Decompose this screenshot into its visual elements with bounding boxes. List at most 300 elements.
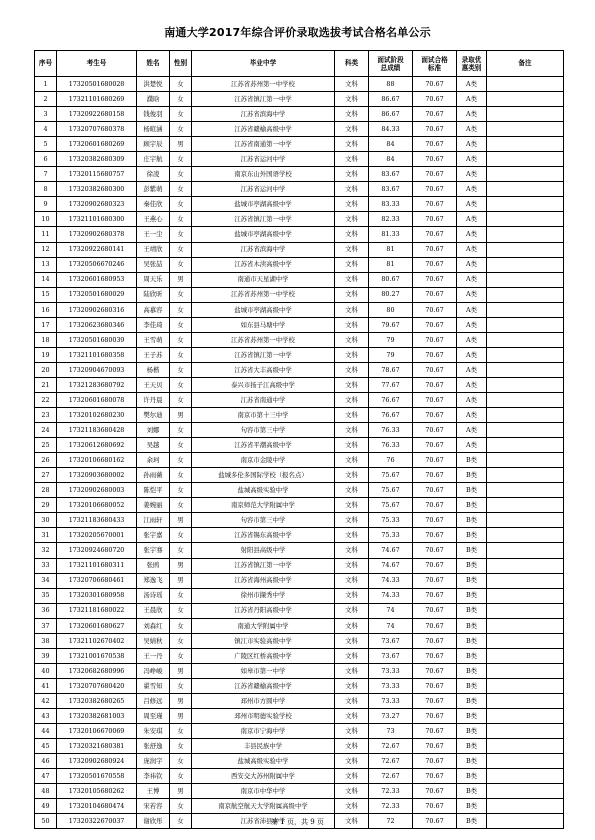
exam-id-cell: 17320623680346 xyxy=(57,317,137,332)
table-row xyxy=(35,92,564,107)
table-row xyxy=(35,618,564,633)
exam-id-cell: 17320904670093 xyxy=(57,362,137,377)
row-number: 17 xyxy=(35,317,57,332)
score-cell: 76.33 xyxy=(369,438,413,453)
score-cell: 72.33 xyxy=(369,784,413,799)
gender-cell: 女 xyxy=(170,77,192,92)
track-cell: 文科 xyxy=(335,257,369,272)
school-cell: 江苏省运河中学 xyxy=(192,182,335,197)
exam-id-cell: 17320301680958 xyxy=(57,588,137,603)
table-row xyxy=(35,769,564,784)
pass-standard-cell: 70.67 xyxy=(413,77,457,92)
track-cell: 文科 xyxy=(335,603,369,618)
table-row xyxy=(35,107,564,122)
row-number: 50 xyxy=(35,814,57,829)
row-number: 16 xyxy=(35,302,57,317)
admission-type-cell: B类 xyxy=(457,618,487,633)
track-cell: 文科 xyxy=(335,784,369,799)
admission-type-cell: A类 xyxy=(457,332,487,347)
pass-standard-cell: 70.67 xyxy=(413,347,457,362)
track-cell: 文科 xyxy=(335,678,369,693)
table-row xyxy=(35,588,564,603)
admission-type-cell: A类 xyxy=(457,77,487,92)
score-cell: 79 xyxy=(369,347,413,362)
school-cell: 江苏省苏州第一中学校 xyxy=(192,287,335,302)
admission-type-cell: A类 xyxy=(457,392,487,407)
name-cell: 王靖欣 xyxy=(137,242,170,257)
track-cell: 文科 xyxy=(335,92,369,107)
pass-standard-cell: 70.67 xyxy=(413,423,457,438)
name-cell: 杨楷 xyxy=(137,362,170,377)
score-cell: 84 xyxy=(369,137,413,152)
score-cell: 79 xyxy=(369,332,413,347)
header-pass-standard xyxy=(413,51,457,77)
row-number: 5 xyxy=(35,137,57,152)
track-cell: 文科 xyxy=(335,438,369,453)
admission-type-cell: B类 xyxy=(457,784,487,799)
exam-id-cell: 17321101680269 xyxy=(57,92,137,107)
pass-standard-cell: 70.67 xyxy=(413,227,457,242)
school-cell: 盐城市亭湖高级中学 xyxy=(192,302,335,317)
track-cell: 文科 xyxy=(335,648,369,663)
track-cell: 文科 xyxy=(335,618,369,633)
remark-cell xyxy=(487,152,564,167)
track-cell: 文科 xyxy=(335,317,369,332)
gender-cell: 女 xyxy=(170,814,192,829)
track-cell: 文科 xyxy=(335,242,369,257)
gender-cell: 女 xyxy=(170,332,192,347)
header-pass-line2: 标准 xyxy=(427,63,442,72)
row-number: 19 xyxy=(35,347,57,362)
score-cell: 80.67 xyxy=(369,272,413,287)
track-cell: 文科 xyxy=(335,663,369,678)
table-row xyxy=(35,573,564,588)
admission-type-cell: B类 xyxy=(457,693,487,708)
gender-cell: 男 xyxy=(170,513,192,528)
remark-cell xyxy=(487,648,564,663)
score-cell: 72.67 xyxy=(369,769,413,784)
score-cell: 80 xyxy=(369,302,413,317)
score-cell: 72.33 xyxy=(369,799,413,814)
pass-standard-cell: 70.67 xyxy=(413,332,457,347)
admission-type-cell: B类 xyxy=(457,483,487,498)
header-school: 毕业中学 xyxy=(192,51,335,77)
score-cell: 81 xyxy=(369,257,413,272)
admission-type-cell: B类 xyxy=(457,513,487,528)
remark-cell xyxy=(487,558,564,573)
track-cell: 文科 xyxy=(335,468,369,483)
exam-id-cell: 17320922680141 xyxy=(57,242,137,257)
school-cell: 江苏省大丰高级中学 xyxy=(192,362,335,377)
remark-cell xyxy=(487,663,564,678)
table-row xyxy=(35,423,564,438)
exam-id-cell: 17320382680309 xyxy=(57,152,137,167)
score-cell: 75.67 xyxy=(369,468,413,483)
admission-type-cell: A类 xyxy=(457,197,487,212)
row-number: 11 xyxy=(35,227,57,242)
exam-id-cell: 17320902680378 xyxy=(57,227,137,242)
name-cell: 高慕容 xyxy=(137,302,170,317)
row-number: 18 xyxy=(35,332,57,347)
exam-id-cell: 17320707680420 xyxy=(57,678,137,693)
pass-standard-cell: 70.67 xyxy=(413,107,457,122)
school-cell: 邳州市方圆中学 xyxy=(192,693,335,708)
remark-cell xyxy=(487,212,564,227)
track-cell: 文科 xyxy=(335,332,369,347)
gender-cell: 女 xyxy=(170,468,192,483)
school-cell: 如皋市第一中学 xyxy=(192,663,335,678)
track-cell: 文科 xyxy=(335,287,369,302)
school-cell: 江苏省丹阳高级中学 xyxy=(192,603,335,618)
table-row xyxy=(35,122,564,137)
remark-cell xyxy=(487,302,564,317)
pass-standard-cell: 70.67 xyxy=(413,618,457,633)
row-number: 34 xyxy=(35,573,57,588)
gender-cell: 女 xyxy=(170,317,192,332)
exam-id-cell: 17321101680358 xyxy=(57,347,137,362)
score-cell: 72 xyxy=(369,814,413,829)
row-number: 33 xyxy=(35,558,57,573)
score-cell: 81.33 xyxy=(369,227,413,242)
gender-cell: 女 xyxy=(170,603,192,618)
name-cell: 陈恺平 xyxy=(137,483,170,498)
name-cell: 许丹晨 xyxy=(137,392,170,407)
admission-type-cell: B类 xyxy=(457,558,487,573)
row-number: 32 xyxy=(35,543,57,558)
pass-standard-cell: 70.67 xyxy=(413,453,457,468)
admission-type-cell: B类 xyxy=(457,814,487,829)
exam-id-cell: 17320205670001 xyxy=(57,528,137,543)
school-cell: 南通市天星湖中学 xyxy=(192,272,335,287)
pass-standard-cell: 70.67 xyxy=(413,528,457,543)
school-cell: 盐城多伦多国际学校（报名点） xyxy=(192,468,335,483)
name-cell: 谢欣彤 xyxy=(137,814,170,829)
row-number: 38 xyxy=(35,633,57,648)
admission-type-cell: B类 xyxy=(457,724,487,739)
pass-standard-cell: 70.67 xyxy=(413,498,457,513)
remark-cell xyxy=(487,754,564,769)
school-cell: 南京市金陵中学 xyxy=(192,453,335,468)
row-number: 39 xyxy=(35,648,57,663)
gender-cell: 男 xyxy=(170,663,192,678)
table-row xyxy=(35,182,564,197)
gender-cell: 女 xyxy=(170,498,192,513)
exam-id-cell: 17320922680158 xyxy=(57,107,137,122)
exam-id-cell: 17321101680300 xyxy=(57,212,137,227)
gender-cell: 女 xyxy=(170,197,192,212)
admission-type-cell: B类 xyxy=(457,543,487,558)
name-cell: 郑逸飞 xyxy=(137,573,170,588)
pass-standard-cell: 70.67 xyxy=(413,362,457,377)
pass-standard-cell: 70.67 xyxy=(413,408,457,423)
score-cell: 77.67 xyxy=(369,377,413,392)
table-row xyxy=(35,332,564,347)
pass-standard-cell: 70.67 xyxy=(413,678,457,693)
school-cell: 南京市宁海中学 xyxy=(192,724,335,739)
exam-id-cell: 17321001670538 xyxy=(57,648,137,663)
admission-type-cell: B类 xyxy=(457,573,487,588)
school-cell: 南京航空航天大学附属高级中学 xyxy=(192,799,335,814)
name-cell: 王燕心 xyxy=(137,212,170,227)
name-cell: 王博 xyxy=(137,784,170,799)
score-cell: 73.33 xyxy=(369,678,413,693)
row-number: 9 xyxy=(35,197,57,212)
track-cell: 文科 xyxy=(335,739,369,754)
gender-cell: 女 xyxy=(170,483,192,498)
track-cell: 文科 xyxy=(335,693,369,708)
gender-cell: 女 xyxy=(170,543,192,558)
admission-type-cell: A类 xyxy=(457,152,487,167)
pass-standard-cell: 70.67 xyxy=(413,633,457,648)
admission-type-cell: A类 xyxy=(457,107,487,122)
track-cell: 文科 xyxy=(335,408,369,423)
row-number: 42 xyxy=(35,693,57,708)
track-cell: 文科 xyxy=(335,633,369,648)
gender-cell: 女 xyxy=(170,227,192,242)
name-cell: 彭紫萌 xyxy=(137,182,170,197)
admission-type-cell: B类 xyxy=(457,648,487,663)
school-cell: 南京市第十三中学 xyxy=(192,408,335,423)
remark-cell xyxy=(487,347,564,362)
score-cell: 74 xyxy=(369,603,413,618)
table-row xyxy=(35,799,564,814)
school-cell: 江苏省苏州第一中学校 xyxy=(192,332,335,347)
name-cell: 王子苏 xyxy=(137,347,170,362)
table-row xyxy=(35,362,564,377)
remark-cell xyxy=(487,317,564,332)
score-cell: 81 xyxy=(369,242,413,257)
remark-cell xyxy=(487,573,564,588)
name-cell: 濮晗 xyxy=(137,92,170,107)
remark-cell xyxy=(487,377,564,392)
exam-id-cell: 17320902680323 xyxy=(57,197,137,212)
row-number: 35 xyxy=(35,588,57,603)
school-cell: 句容市第三中学 xyxy=(192,423,335,438)
exam-id-cell: 17321181680022 xyxy=(57,603,137,618)
name-cell: 陆欣昕 xyxy=(137,287,170,302)
pass-standard-cell: 70.67 xyxy=(413,558,457,573)
school-cell: 江苏省木渎高级中学 xyxy=(192,257,335,272)
remark-cell xyxy=(487,633,564,648)
score-cell: 75.67 xyxy=(369,483,413,498)
track-cell: 文科 xyxy=(335,152,369,167)
score-cell: 83.67 xyxy=(369,182,413,197)
name-cell: 刘森红 xyxy=(137,618,170,633)
table-row xyxy=(35,438,564,453)
track-cell: 文科 xyxy=(335,799,369,814)
remark-cell xyxy=(487,272,564,287)
admission-type-cell: A类 xyxy=(457,272,487,287)
school-cell: 江苏省平潮高级中学 xyxy=(192,438,335,453)
remark-cell xyxy=(487,468,564,483)
score-cell: 74 xyxy=(369,618,413,633)
gender-cell: 男 xyxy=(170,693,192,708)
track-cell: 文科 xyxy=(335,122,369,137)
table-row xyxy=(35,678,564,693)
exam-id-cell: 17320106670069 xyxy=(57,724,137,739)
school-cell: 江苏省赣榆高级中学 xyxy=(192,122,335,137)
exam-id-cell: 17320322670037 xyxy=(57,814,137,829)
gender-cell: 男 xyxy=(170,708,192,723)
gender-cell: 女 xyxy=(170,438,192,453)
school-cell: 江苏省运河中学 xyxy=(192,152,335,167)
pass-standard-cell: 70.67 xyxy=(413,543,457,558)
row-number: 3 xyxy=(35,107,57,122)
pass-standard-cell: 70.67 xyxy=(413,197,457,212)
name-cell: 张宇嘉 xyxy=(137,528,170,543)
score-cell: 78.67 xyxy=(369,362,413,377)
table-row xyxy=(35,558,564,573)
gender-cell: 女 xyxy=(170,724,192,739)
pass-standard-cell: 70.67 xyxy=(413,167,457,182)
score-cell: 75.33 xyxy=(369,513,413,528)
table-row xyxy=(35,197,564,212)
name-cell: 徐凌 xyxy=(137,167,170,182)
track-cell: 文科 xyxy=(335,453,369,468)
gender-cell: 男 xyxy=(170,272,192,287)
track-cell: 文科 xyxy=(335,392,369,407)
track-cell: 文科 xyxy=(335,769,369,784)
name-cell: 吴婧秋 xyxy=(137,633,170,648)
table-row xyxy=(35,302,564,317)
remark-cell xyxy=(487,618,564,633)
gender-cell: 女 xyxy=(170,423,192,438)
row-number: 30 xyxy=(35,513,57,528)
name-cell: 周天乐 xyxy=(137,272,170,287)
table-row xyxy=(35,152,564,167)
school-cell: 江苏省锡东高级中学 xyxy=(192,528,335,543)
track-cell: 文科 xyxy=(335,423,369,438)
admission-type-cell: B类 xyxy=(457,754,487,769)
name-cell: 王一尘 xyxy=(137,227,170,242)
table-row xyxy=(35,468,564,483)
table-row xyxy=(35,257,564,272)
remark-cell xyxy=(487,498,564,513)
score-cell: 82.33 xyxy=(369,212,413,227)
table-row xyxy=(35,724,564,739)
table-row xyxy=(35,287,564,302)
track-cell: 文科 xyxy=(335,754,369,769)
remark-cell xyxy=(487,769,564,784)
name-cell: 刘娜 xyxy=(137,423,170,438)
header-admission-type xyxy=(457,51,487,77)
exam-id-cell: 17320115680757 xyxy=(57,167,137,182)
track-cell: 文科 xyxy=(335,558,369,573)
school-cell: 句容市第三中学 xyxy=(192,513,335,528)
remark-cell xyxy=(487,408,564,423)
page-footer: 第 1 页，共 9 页 xyxy=(271,818,324,826)
gender-cell: 女 xyxy=(170,588,192,603)
track-cell: 文科 xyxy=(335,347,369,362)
admission-type-cell: A类 xyxy=(457,242,487,257)
gender-cell: 女 xyxy=(170,633,192,648)
gender-cell: 女 xyxy=(170,107,192,122)
pass-standard-cell: 70.67 xyxy=(413,302,457,317)
exam-id-cell: 17320106680162 xyxy=(57,453,137,468)
pass-standard-cell: 70.67 xyxy=(413,122,457,137)
table-row xyxy=(35,212,564,227)
track-cell: 文科 xyxy=(335,814,369,829)
table-row xyxy=(35,77,564,92)
row-number: 4 xyxy=(35,122,57,137)
score-cell: 73 xyxy=(369,724,413,739)
track-cell: 文科 xyxy=(335,708,369,723)
admission-type-cell: B类 xyxy=(457,663,487,678)
exam-id-cell: 17320601680627 xyxy=(57,618,137,633)
score-cell: 88 xyxy=(369,77,413,92)
pass-standard-cell: 70.67 xyxy=(413,468,457,483)
school-cell: 南京师范大学附属中学 xyxy=(192,498,335,513)
exam-id-cell: 17320104680474 xyxy=(57,799,137,814)
name-cell: 王雪萌 xyxy=(137,332,170,347)
exam-id-cell: 17320321680381 xyxy=(57,739,137,754)
row-number: 20 xyxy=(35,362,57,377)
remark-cell xyxy=(487,167,564,182)
admission-type-cell: A类 xyxy=(457,182,487,197)
pass-standard-cell: 70.67 xyxy=(413,754,457,769)
pass-standard-cell: 70.67 xyxy=(413,483,457,498)
score-cell: 76.33 xyxy=(369,423,413,438)
row-number: 13 xyxy=(35,257,57,272)
name-cell: 余珂 xyxy=(137,453,170,468)
track-cell: 文科 xyxy=(335,362,369,377)
name-cell: 江雨轩 xyxy=(137,513,170,528)
gender-cell: 女 xyxy=(170,347,192,362)
gender-cell: 女 xyxy=(170,453,192,468)
exam-id-cell: 17320601680953 xyxy=(57,272,137,287)
gender-cell: 女 xyxy=(170,287,192,302)
name-cell: 洪楚悦 xyxy=(137,77,170,92)
score-cell: 76.67 xyxy=(369,392,413,407)
school-cell: 南京市中华中学 xyxy=(192,784,335,799)
score-cell: 74.33 xyxy=(369,588,413,603)
exam-id-cell: 17321102670402 xyxy=(57,633,137,648)
school-cell: 盐城高级实验中学 xyxy=(192,483,335,498)
row-number: 21 xyxy=(35,377,57,392)
remark-cell xyxy=(487,678,564,693)
pass-standard-cell: 70.67 xyxy=(413,212,457,227)
table-row xyxy=(35,483,564,498)
table-row xyxy=(35,453,564,468)
track-cell: 文科 xyxy=(335,302,369,317)
exam-id-cell: 17320601680269 xyxy=(57,137,137,152)
score-cell: 83.67 xyxy=(369,167,413,182)
admission-type-cell: A类 xyxy=(457,227,487,242)
admission-type-cell: A类 xyxy=(457,167,487,182)
row-number: 14 xyxy=(35,272,57,287)
name-cell: 张宇骞 xyxy=(137,543,170,558)
row-number: 37 xyxy=(35,618,57,633)
pass-standard-cell: 70.67 xyxy=(413,708,457,723)
name-cell: 吴越 xyxy=(137,438,170,453)
score-cell: 83.33 xyxy=(369,197,413,212)
score-cell: 76.67 xyxy=(369,408,413,423)
score-cell: 72.67 xyxy=(369,754,413,769)
exam-id-cell: 17320501680039 xyxy=(57,332,137,347)
admission-type-cell: A类 xyxy=(457,317,487,332)
table-row xyxy=(35,272,564,287)
row-number: 6 xyxy=(35,152,57,167)
name-cell: 庞润宇 xyxy=(137,754,170,769)
row-number: 22 xyxy=(35,392,57,407)
exam-id-cell: 17320612680692 xyxy=(57,438,137,453)
remark-cell xyxy=(487,107,564,122)
pass-standard-cell: 70.67 xyxy=(413,438,457,453)
name-cell: 秦佳欣 xyxy=(137,197,170,212)
track-cell: 文科 xyxy=(335,137,369,152)
document-title: 南通大学2017年综合评价录取选拔考试合格名单公示 xyxy=(164,26,431,39)
school-cell: 江苏省沛县中学 xyxy=(192,814,335,829)
